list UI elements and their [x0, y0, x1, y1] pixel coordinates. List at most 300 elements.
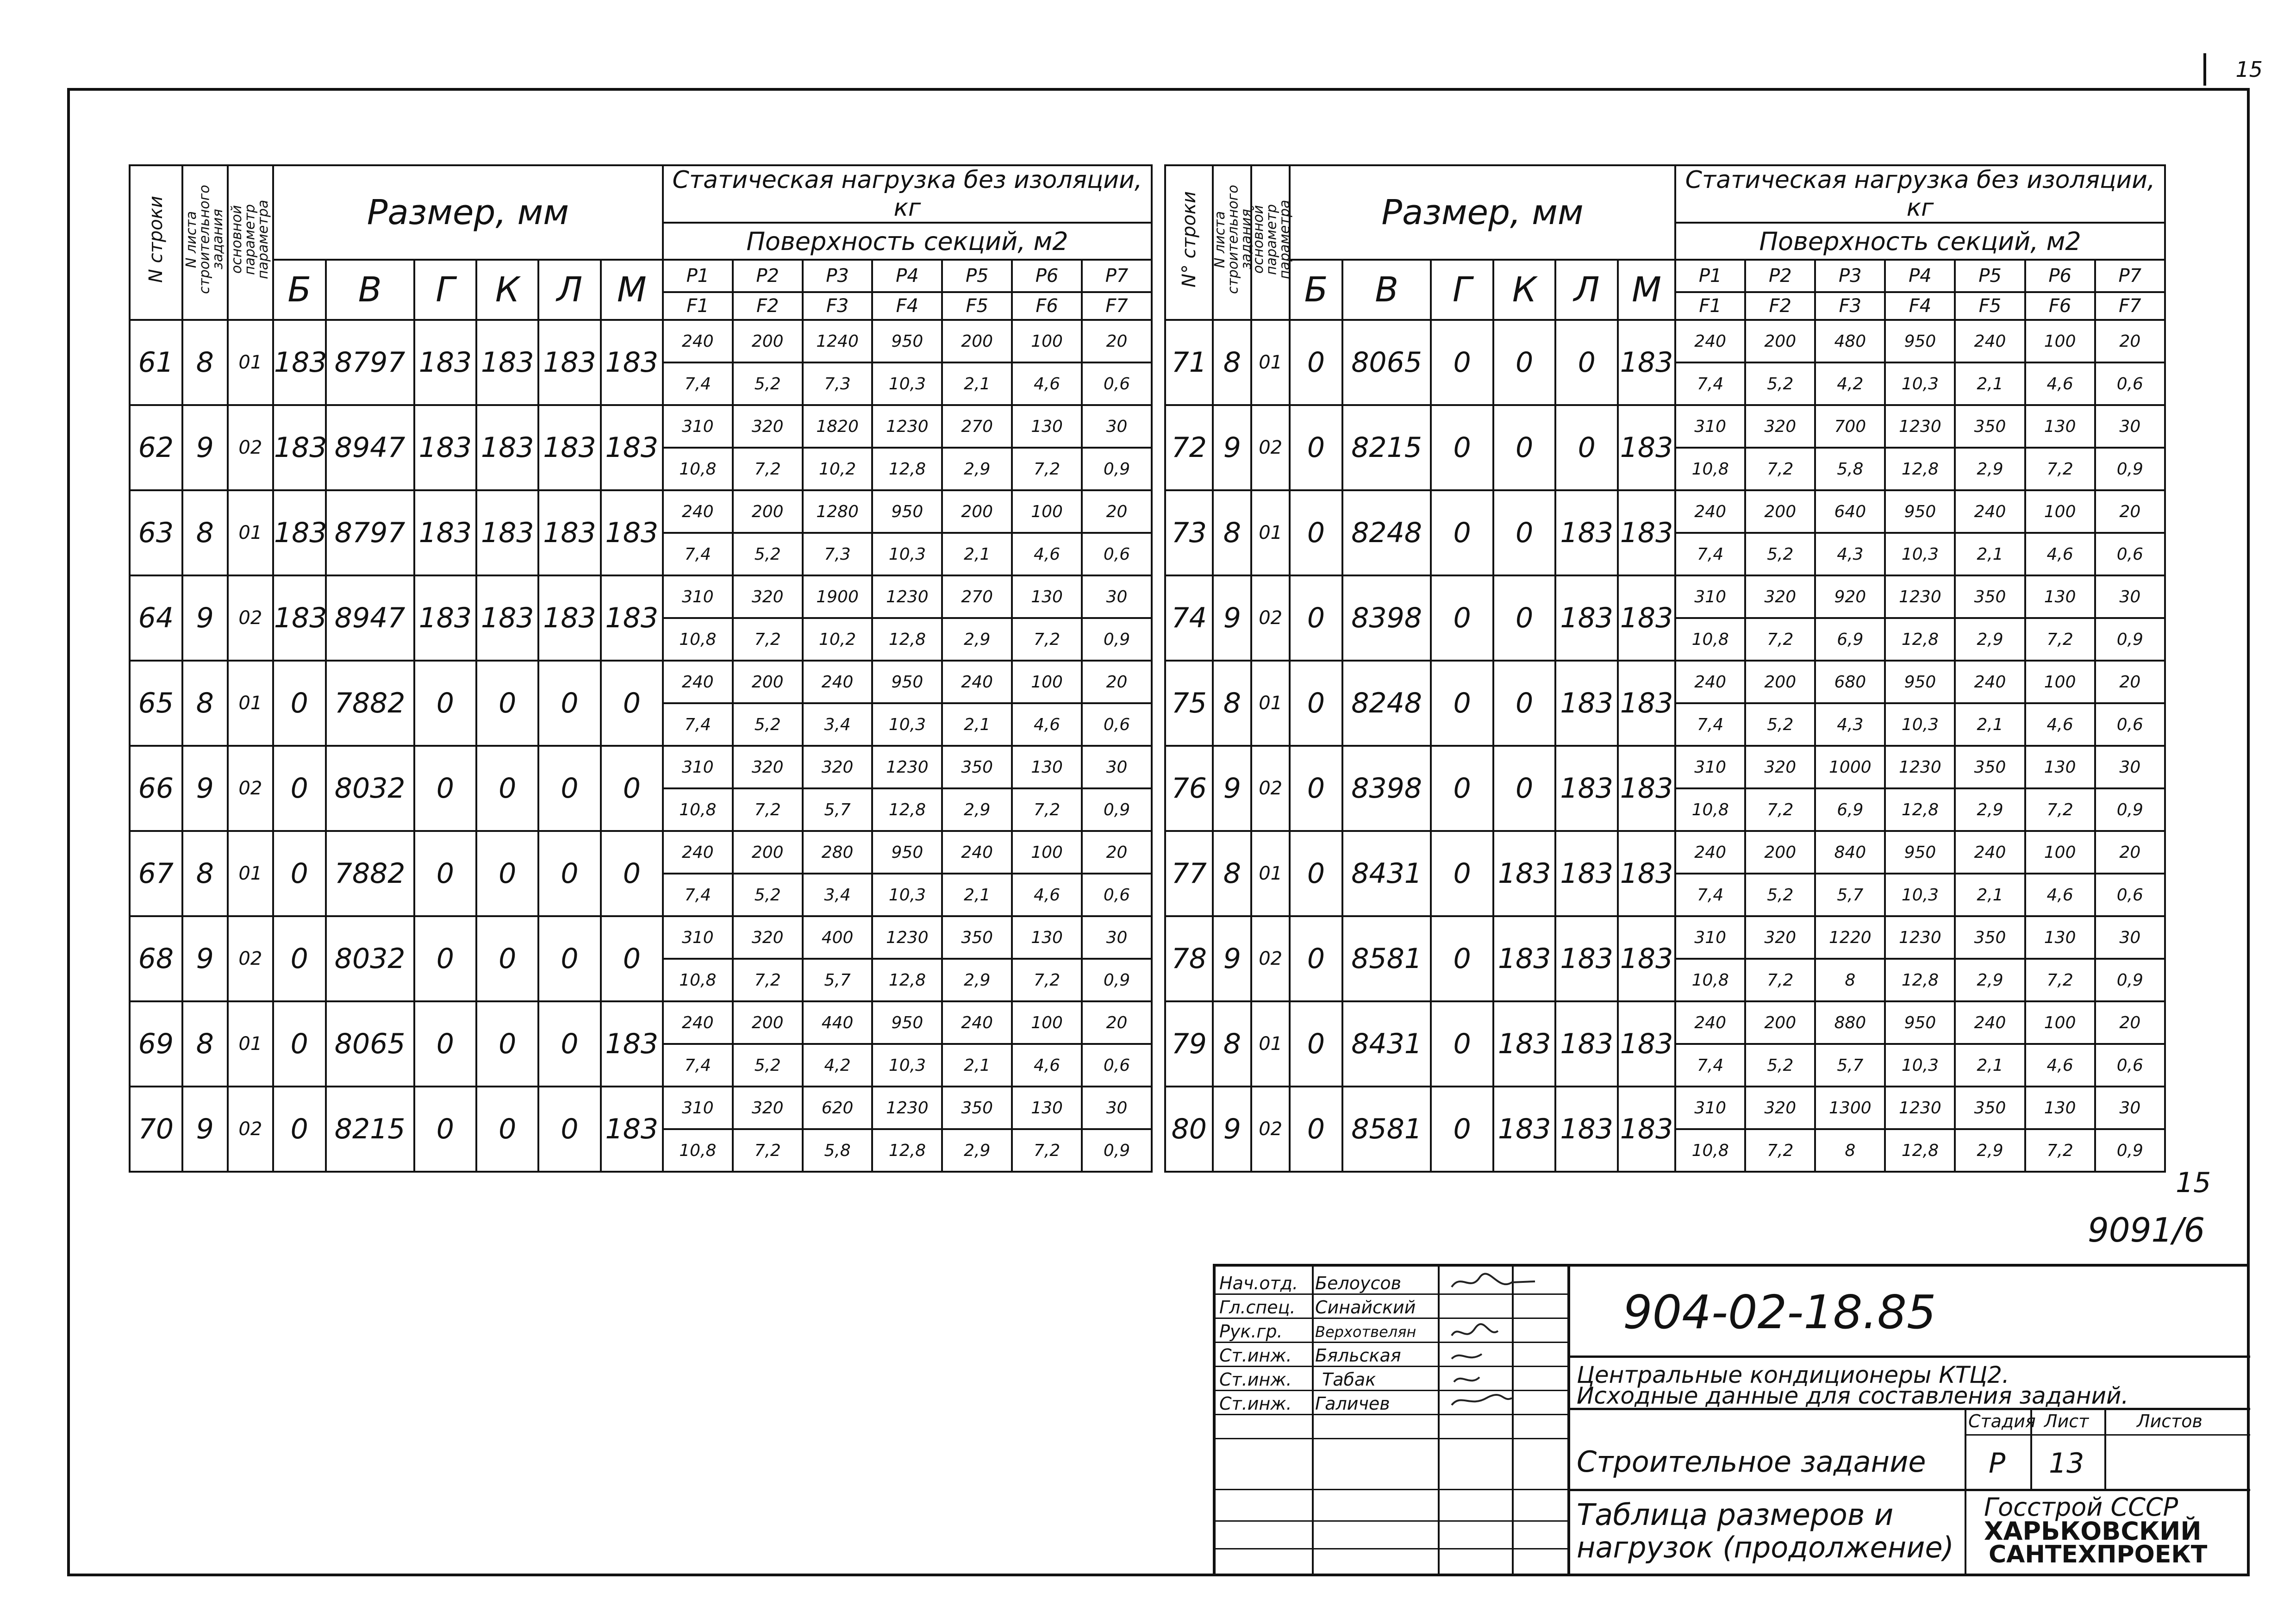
surface-cell: 8	[1815, 1129, 1885, 1172]
load-cell: 350	[942, 1087, 1012, 1129]
load-cell: 200	[1745, 1001, 1815, 1044]
load-cell: 350	[1955, 1087, 2025, 1129]
load-cell: 100	[1012, 320, 1082, 362]
header-sheet-number: N листа строительного задания	[182, 165, 228, 320]
surface-cell: 0,9	[2095, 1129, 2165, 1172]
dimension-cell: 0	[1431, 1087, 1493, 1172]
table-row	[130, 831, 1152, 874]
description-line: Центральные кондиционеры КТЦ2.	[1577, 1362, 2009, 1388]
load-cell: 320	[1745, 575, 1815, 618]
dimension-cell: 0	[1431, 490, 1493, 575]
load-cell: 320	[733, 575, 803, 618]
dimension-cell: 8947	[326, 575, 414, 661]
load-cell: 1300	[1815, 1087, 1885, 1129]
dimension-cell: 0	[601, 916, 663, 1001]
org-line: САНТЕХПРОЕКТ	[1989, 1541, 2208, 1568]
dimension-cell: 0	[1493, 746, 1556, 831]
load-cell: 200	[733, 661, 803, 703]
dim-v: В	[326, 260, 414, 320]
load-cell: 320	[733, 916, 803, 959]
dim-m: М	[1618, 260, 1675, 320]
row-number-cell: 63	[130, 490, 182, 575]
f-label: F7	[2095, 292, 2165, 320]
surface-cell: 0,6	[2095, 703, 2165, 746]
dim-g: Г	[414, 260, 476, 320]
surface-cell: 4,6	[1012, 533, 1082, 575]
surface-cell: 7,2	[733, 959, 803, 1001]
dimension-cell: 183	[538, 405, 600, 490]
row-number-cell: 62	[130, 405, 182, 490]
surface-cell: 0,6	[2095, 874, 2165, 916]
dimension-cell: 0	[1290, 746, 1342, 831]
load-cell: 920	[1815, 575, 1885, 618]
load-cell: 310	[1675, 746, 1745, 788]
signatures-icon	[1442, 1268, 1563, 1412]
load-cell: 950	[872, 1001, 942, 1044]
surface-cell: 7,4	[1675, 874, 1745, 916]
surface-cell: 2,9	[942, 448, 1012, 490]
dimension-cell: 183	[601, 575, 663, 661]
surface-cell: 5,7	[803, 959, 873, 1001]
dimension-cell: 183	[1555, 916, 1618, 1001]
surface-cell: 10,8	[663, 618, 733, 661]
dimension-cell: 183	[601, 1001, 663, 1087]
code-cell: 01	[1251, 490, 1290, 575]
dimension-cell: 0	[273, 1087, 326, 1172]
surface-cell: 7,2	[1745, 1129, 1815, 1172]
surface-cell: 4,6	[1012, 1044, 1082, 1087]
surface-cell: 4,6	[2025, 874, 2095, 916]
surface-cell: 5,2	[1745, 874, 1815, 916]
p-label: P7	[2095, 260, 2165, 292]
surface-cell: 4,6	[1012, 362, 1082, 405]
sheet-cell: 9	[182, 405, 228, 490]
f-label: F1	[1675, 292, 1745, 320]
dimension-cell: 0	[1290, 916, 1342, 1001]
data-table-right	[1164, 164, 2166, 1173]
surface-cell: 12,8	[872, 788, 942, 831]
surface-cell: 0,9	[2095, 448, 2165, 490]
sheet-cell: 9	[1213, 1087, 1251, 1172]
dimension-cell: 183	[601, 490, 663, 575]
load-cell: 130	[1012, 916, 1082, 959]
code-cell: 02	[228, 746, 273, 831]
code-cell: 01	[228, 490, 273, 575]
surface-cell: 2,9	[1955, 959, 2025, 1001]
surface-cell: 2,1	[942, 1044, 1012, 1087]
load-cell: 30	[2095, 405, 2165, 448]
sheet-cell: 9	[182, 1087, 228, 1172]
dimension-cell: 0	[273, 831, 326, 916]
load-cell: 130	[1012, 1087, 1082, 1129]
surface-cell: 7,2	[1012, 959, 1082, 1001]
stage-label: Стадия	[1968, 1411, 2036, 1431]
surface-cell: 4,3	[1815, 533, 1885, 575]
load-cell: 310	[663, 405, 733, 448]
load-cell: 240	[1675, 320, 1745, 362]
table-row	[130, 490, 1152, 533]
load-cell: 20	[1082, 831, 1152, 874]
surface-cell: 5,2	[1745, 362, 1815, 405]
surface-cell: 12,8	[872, 448, 942, 490]
load-cell: 30	[1082, 575, 1152, 618]
dimension-cell: 0	[476, 916, 538, 1001]
load-cell: 950	[1885, 490, 1955, 533]
surface-cell: 0,9	[2095, 618, 2165, 661]
header-basis: основной параметр параметра	[228, 165, 273, 320]
code-cell: 02	[1251, 916, 1290, 1001]
org-line: Госстрой СССР	[1984, 1493, 2178, 1522]
surface-cell: 5,7	[803, 788, 873, 831]
surface-cell: 7,2	[1012, 788, 1082, 831]
row-number-cell: 77	[1165, 831, 1213, 916]
sheet-label: Лист	[2044, 1411, 2089, 1431]
surface-cell: 12,8	[872, 618, 942, 661]
surface-cell: 2,1	[1955, 533, 2025, 575]
side-number: 15	[2176, 1167, 2211, 1199]
load-cell: 1230	[872, 916, 942, 959]
surface-cell: 0,9	[2095, 959, 2165, 1001]
staff-name: Верхотвелян	[1315, 1323, 1416, 1341]
table-row	[1165, 831, 2165, 874]
load-cell: 30	[1082, 916, 1152, 959]
dimension-cell: 183	[1618, 320, 1675, 405]
surface-cell: 2,1	[942, 362, 1012, 405]
surface-cell: 10,3	[872, 533, 942, 575]
surface-cell: 5,7	[1815, 874, 1885, 916]
load-cell: 240	[1675, 490, 1745, 533]
surface-cell: 0,6	[2095, 1044, 2165, 1087]
code-cell: 01	[228, 661, 273, 746]
dimension-cell: 183	[1493, 1087, 1556, 1172]
load-cell: 20	[1082, 661, 1152, 703]
surface-cell: 7,2	[2025, 618, 2095, 661]
sheet-cell: 8	[182, 490, 228, 575]
table-body-right	[1165, 320, 2165, 1172]
sheet-value: 13	[2049, 1447, 2084, 1480]
sheet-cell: 8	[182, 320, 228, 405]
load-cell: 200	[733, 320, 803, 362]
code-cell: 01	[228, 320, 273, 405]
surface-cell: 5,2	[733, 1044, 803, 1087]
surface-cell: 6,9	[1815, 788, 1885, 831]
dimension-cell: 0	[601, 661, 663, 746]
dimension-cell: 183	[1618, 405, 1675, 490]
load-cell: 1230	[872, 1087, 942, 1129]
dimension-cell: 0	[1290, 575, 1342, 661]
load-cell: 280	[803, 831, 873, 874]
row-number-cell: 74	[1165, 575, 1213, 661]
dimension-cell: 183	[273, 320, 326, 405]
dimension-cell: 0	[476, 831, 538, 916]
surface-cell: 7,4	[663, 703, 733, 746]
load-cell: 20	[1082, 1001, 1152, 1044]
load-cell: 1230	[872, 575, 942, 618]
surface-cell: 2,9	[942, 618, 1012, 661]
load-cell: 30	[2095, 746, 2165, 788]
dimension-cell: 0	[1493, 490, 1556, 575]
dimension-cell: 183	[1618, 831, 1675, 916]
surface-cell: 4,6	[2025, 703, 2095, 746]
dimension-cell: 183	[1555, 746, 1618, 831]
code-cell: 01	[228, 831, 273, 916]
dimension-cell: 183	[273, 490, 326, 575]
load-cell: 30	[1082, 746, 1152, 788]
table-row	[1165, 490, 2165, 533]
dim-l: Л	[538, 260, 600, 320]
stage-value: Р	[1989, 1447, 2006, 1480]
load-cell: 100	[1012, 661, 1082, 703]
load-cell: 1240	[803, 320, 873, 362]
sheet-cell: 8	[1213, 831, 1251, 916]
dim-b: Б	[273, 260, 326, 320]
f-label: F6	[1012, 292, 1082, 320]
load-cell: 20	[2095, 320, 2165, 362]
dimension-cell: 8431	[1342, 1001, 1431, 1087]
code-cell: 01	[1251, 831, 1290, 916]
surface-cell: 5,2	[1745, 1044, 1815, 1087]
load-cell: 240	[1955, 661, 2025, 703]
surface-cell: 7,4	[1675, 703, 1745, 746]
surface-cell: 2,9	[1955, 788, 2025, 831]
row-number-cell: 64	[130, 575, 182, 661]
load-cell: 1230	[1885, 916, 1955, 959]
load-cell: 1900	[803, 575, 873, 618]
header-load: Статическая нагрузка без изоляции, кг	[663, 165, 1152, 223]
load-cell: 240	[663, 320, 733, 362]
load-cell: 1230	[872, 746, 942, 788]
dimension-cell: 0	[601, 746, 663, 831]
description-line: Исходные данные для составления заданий.	[1577, 1382, 2129, 1409]
load-cell: 950	[872, 661, 942, 703]
dimension-cell: 183	[1493, 1001, 1556, 1087]
load-cell: 880	[1815, 1001, 1885, 1044]
surface-cell: 12,8	[872, 959, 942, 1001]
sheet-cell: 8	[1213, 320, 1251, 405]
surface-cell: 10,2	[803, 618, 873, 661]
dimension-cell: 183	[601, 1087, 663, 1172]
table-title-line: нагрузок (продолжение)	[1577, 1530, 1954, 1564]
load-cell: 20	[1082, 490, 1152, 533]
surface-cell: 5,7	[1815, 1044, 1885, 1087]
load-cell: 350	[1955, 916, 2025, 959]
dimension-cell: 183	[1618, 746, 1675, 831]
surface-cell: 10,3	[872, 703, 942, 746]
task-title: Строительное задание	[1577, 1445, 1926, 1479]
surface-cell: 7,2	[1012, 1129, 1082, 1172]
load-cell: 310	[663, 916, 733, 959]
dimension-cell: 0	[1431, 320, 1493, 405]
surface-cell: 7,4	[663, 533, 733, 575]
surface-cell: 10,8	[663, 959, 733, 1001]
dimension-cell: 0	[414, 746, 476, 831]
code-cell: 01	[1251, 1001, 1290, 1087]
dim-k: К	[1493, 260, 1556, 320]
dimension-cell: 183	[476, 490, 538, 575]
dimension-cell: 0	[538, 1001, 600, 1087]
load-cell: 30	[1082, 1087, 1152, 1129]
load-cell: 200	[942, 320, 1012, 362]
table-row	[1165, 661, 2165, 703]
dimension-cell: 183	[601, 405, 663, 490]
load-cell: 350	[942, 746, 1012, 788]
surface-cell: 2,9	[942, 959, 1012, 1001]
table-row	[1165, 405, 2165, 448]
row-number-cell: 76	[1165, 746, 1213, 831]
dimension-cell: 0	[1431, 575, 1493, 661]
surface-cell: 4,3	[1815, 703, 1885, 746]
p-label: P3	[1815, 260, 1885, 292]
dimension-cell: 8065	[326, 1001, 414, 1087]
dimension-cell: 8215	[326, 1087, 414, 1172]
surface-cell: 2,1	[1955, 874, 2025, 916]
dimension-cell: 0	[1493, 575, 1556, 661]
dimension-cell: 183	[1555, 1001, 1618, 1087]
load-cell: 320	[1745, 405, 1815, 448]
p-label: P2	[733, 260, 803, 292]
surface-cell: 0,9	[1082, 618, 1152, 661]
surface-cell: 3,4	[803, 703, 873, 746]
surface-cell: 0,6	[1082, 362, 1152, 405]
load-cell: 200	[733, 831, 803, 874]
load-cell: 240	[663, 1001, 733, 1044]
sheet-code: 9091/6	[2088, 1211, 2205, 1249]
surface-cell: 7,4	[1675, 533, 1745, 575]
dimension-cell: 0	[538, 746, 600, 831]
surface-cell: 7,2	[1745, 788, 1815, 831]
load-cell: 200	[733, 1001, 803, 1044]
code-cell: 02	[228, 916, 273, 1001]
dimension-cell: 0	[476, 1001, 538, 1087]
f-label: F4	[872, 292, 942, 320]
surface-cell: 7,2	[2025, 959, 2095, 1001]
dimension-cell: 0	[1431, 405, 1493, 490]
dimension-cell: 0	[273, 1001, 326, 1087]
surface-cell: 0,9	[1082, 788, 1152, 831]
code-cell: 02	[228, 405, 273, 490]
surface-cell: 7,2	[1745, 959, 1815, 1001]
f-label: F1	[663, 292, 733, 320]
surface-cell: 0,6	[1082, 533, 1152, 575]
surface-cell: 7,2	[733, 618, 803, 661]
dimension-cell: 183	[273, 575, 326, 661]
dimension-cell: 183	[1555, 1087, 1618, 1172]
surface-cell: 7,2	[2025, 788, 2095, 831]
dimension-cell: 0	[538, 831, 600, 916]
header-row-number: N° строки	[1165, 165, 1213, 320]
load-cell: 240	[1675, 831, 1745, 874]
load-cell: 320	[733, 746, 803, 788]
dimension-cell: 8032	[326, 916, 414, 1001]
dimension-cell: 183	[1555, 575, 1618, 661]
load-cell: 240	[663, 490, 733, 533]
staff-role: Нач.отд.	[1219, 1273, 1298, 1293]
dimension-cell: 8797	[326, 320, 414, 405]
load-cell: 1230	[872, 405, 942, 448]
surface-cell: 0,6	[2095, 533, 2165, 575]
surface-cell: 2,9	[942, 788, 1012, 831]
load-cell: 240	[663, 661, 733, 703]
load-cell: 620	[803, 1087, 873, 1129]
surface-cell: 0,9	[2095, 788, 2165, 831]
dim-l: Л	[1555, 260, 1618, 320]
surface-cell: 12,8	[1885, 788, 1955, 831]
surface-cell: 10,8	[663, 788, 733, 831]
surface-cell: 12,8	[1885, 959, 1955, 1001]
page-number: 15	[2203, 53, 2268, 86]
staff-role: Ст.инж.	[1219, 1393, 1292, 1414]
dimension-cell: 0	[1555, 405, 1618, 490]
load-cell: 310	[1675, 575, 1745, 618]
dimension-cell: 0	[273, 746, 326, 831]
load-cell: 240	[1675, 1001, 1745, 1044]
surface-cell: 8	[1815, 959, 1885, 1001]
dimension-cell: 0	[1431, 746, 1493, 831]
surface-cell: 4,6	[2025, 533, 2095, 575]
dimension-cell: 183	[1618, 661, 1675, 746]
load-cell: 1230	[1885, 405, 1955, 448]
dimension-cell: 8248	[1342, 490, 1431, 575]
dimension-cell: 8215	[1342, 405, 1431, 490]
surface-cell: 7,2	[1012, 618, 1082, 661]
dimension-cell: 0	[1431, 916, 1493, 1001]
load-cell: 200	[1745, 831, 1815, 874]
load-cell: 840	[1815, 831, 1885, 874]
load-cell: 100	[2025, 661, 2095, 703]
load-cell: 440	[803, 1001, 873, 1044]
surface-cell: 4,6	[2025, 362, 2095, 405]
sheet-cell: 9	[1213, 405, 1251, 490]
load-cell: 100	[2025, 1001, 2095, 1044]
surface-cell: 7,2	[733, 1129, 803, 1172]
p-label: P4	[872, 260, 942, 292]
dimension-cell: 0	[414, 1087, 476, 1172]
surface-cell: 10,3	[1885, 362, 1955, 405]
surface-cell: 2,9	[942, 1129, 1012, 1172]
row-number-cell: 71	[1165, 320, 1213, 405]
dimension-cell: 183	[1618, 1001, 1675, 1087]
surface-cell: 7,4	[1675, 1044, 1745, 1087]
load-cell: 240	[663, 831, 733, 874]
load-cell: 240	[1955, 831, 2025, 874]
row-number-cell: 79	[1165, 1001, 1213, 1087]
p-label: P1	[663, 260, 733, 292]
code-cell: 01	[1251, 661, 1290, 746]
dimension-cell: 183	[414, 405, 476, 490]
load-cell: 100	[2025, 831, 2095, 874]
table-row	[130, 1087, 1152, 1129]
header-row-number: N строки	[130, 165, 182, 320]
dimension-cell: 183	[1493, 831, 1556, 916]
load-cell: 20	[2095, 490, 2165, 533]
load-cell: 320	[803, 746, 873, 788]
surface-cell: 4,2	[1815, 362, 1885, 405]
surface-cell: 10,8	[1675, 448, 1745, 490]
code-cell: 02	[228, 575, 273, 661]
load-cell: 240	[1955, 490, 2025, 533]
code-cell: 01	[228, 1001, 273, 1087]
surface-cell: 2,1	[942, 703, 1012, 746]
code-cell: 02	[1251, 1087, 1290, 1172]
load-cell: 240	[803, 661, 873, 703]
dimension-cell: 7882	[326, 831, 414, 916]
surface-cell: 10,8	[1675, 788, 1745, 831]
header-basis: основной параметр параметра	[1251, 165, 1290, 320]
dimension-cell: 0	[538, 916, 600, 1001]
header-surface: Поверхность секций, м2	[663, 223, 1152, 260]
sheet-cell: 8	[1213, 661, 1251, 746]
load-cell: 350	[1955, 746, 2025, 788]
